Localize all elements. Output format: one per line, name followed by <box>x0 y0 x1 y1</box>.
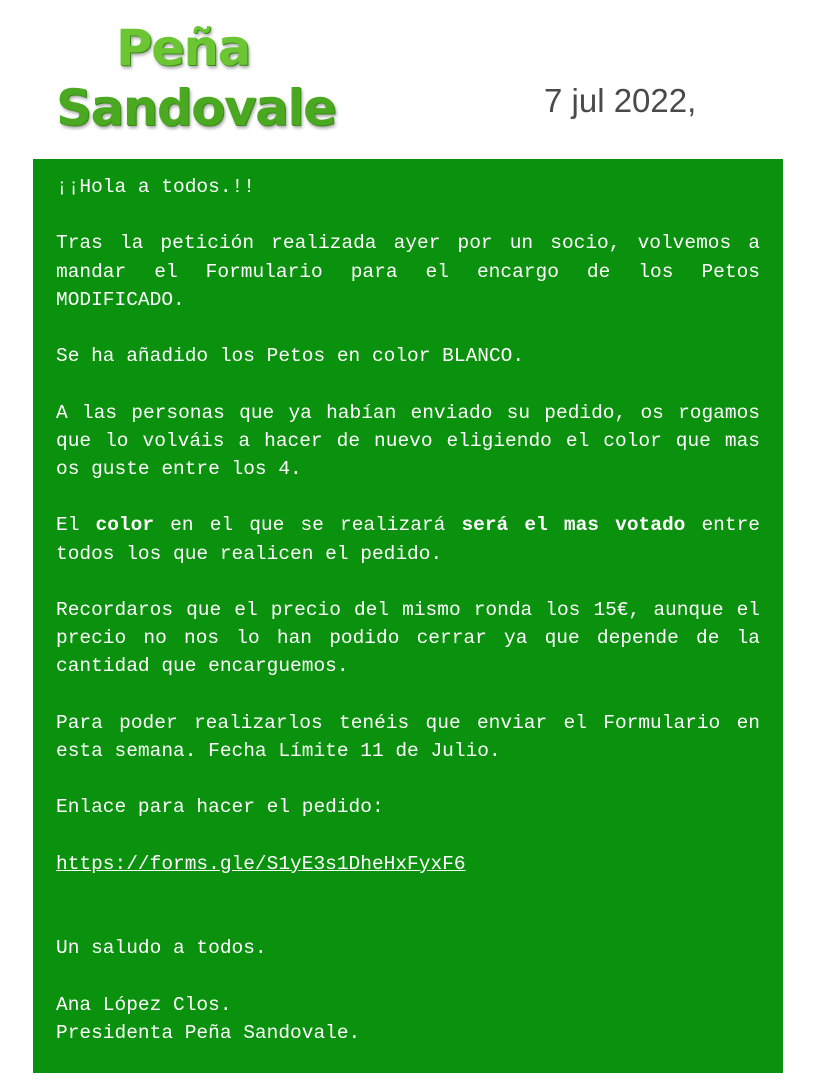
greeting: ¡¡Hola a todos.!! <box>56 176 255 198</box>
paragraph-deadline: Para poder realizarlos tenéis que enviar el Formulario en esta semana. Fecha Límite 11 de Julio. <box>56 711 760 762</box>
pena-sandovale-logo <box>54 14 354 142</box>
p4-text-a: El <box>56 514 96 537</box>
paragraph-price: Recordaros que el precio del mismo ronda los 15€, aunque el precio no nos lo han podido cerrar ya que depende de la cantidad que encarguemos. <box>56 598 760 678</box>
signature-name: Ana López Clos. <box>56 993 232 1016</box>
paragraph-color-vote <box>56 511 760 567</box>
paragraph-white-added: Se ha añadido los Petos en color BLANCO. <box>56 345 525 368</box>
spacer <box>56 906 760 934</box>
link-intro: Enlace para hacer el pedido: <box>56 796 384 819</box>
p4-text-b: en el que se realizará <box>154 514 462 537</box>
p4-text-c: entre todos los que realicen el pedido. <box>56 514 760 565</box>
email-header <box>0 0 816 160</box>
logo-text-line1: Peña <box>116 19 250 77</box>
logo-text-line2: Sandovale <box>56 79 336 137</box>
order-form-link[interactable]: https://forms.gle/S1yE3s1DheHxFyxF6 <box>56 852 466 875</box>
p4-bold-most-voted: será el mas votado <box>461 514 686 537</box>
p4-bold-color: color <box>95 514 155 537</box>
message-body <box>33 159 783 1073</box>
order-link-paragraph <box>56 850 760 878</box>
closing: Un saludo a todos. <box>56 937 267 960</box>
email-date: 7 jul 2022, <box>544 82 697 119</box>
paragraph-request: Tras la petición realizada ayer por un socio, volvemos a mandar el Formulario para el encargo de los Petos MODIFICADO. <box>56 232 760 311</box>
paragraph-resend: A las personas que ya habían enviado su pedido, os rogamos que lo volváis a hacer de nuevo eligiendo el color que mas os guste entre los 4. <box>56 401 760 480</box>
signature-title: Presidenta Peña Sandovale. <box>56 1021 361 1044</box>
